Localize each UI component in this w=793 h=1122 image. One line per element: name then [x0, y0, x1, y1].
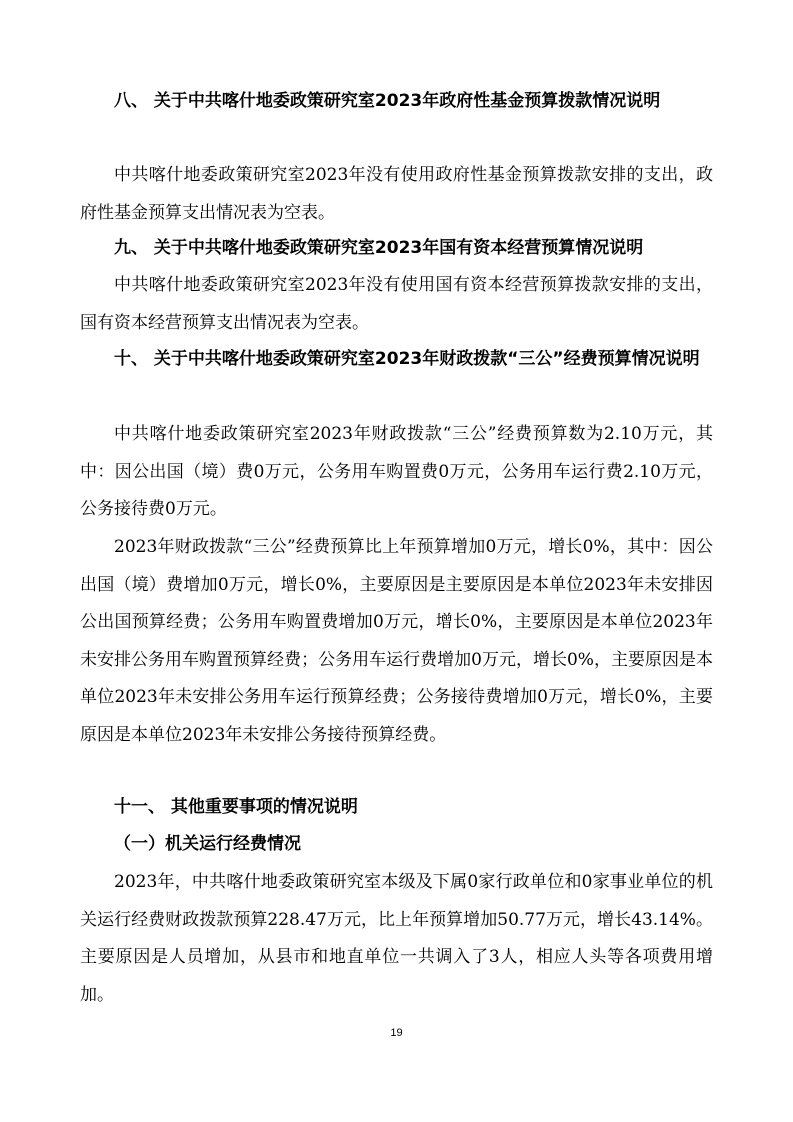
paragraph-three-public-change: 2023年财政拨款“三公”经费预算比上年预算增加0万元，增长0%，其中：因公出国（境）费增加0万元，增长0%，主要原因是主要原因是本单位2023年未安排因公出国预算经费；公务用车购置费增加0万元，增长0%，主要原因是本单位2023年未安排公务用车购置预算经费；公务用车运行费增加0万元，增长0%，主要原因是本单位2023年未安排公务用车运行预算经费；公务接待费增加0万元，增长0%，主要原因是本单位2023年未安排公务接待预算经费。 [80, 537, 713, 745]
subsection-heading-operating-costs: （一）机关运行经费情况 [114, 834, 301, 854]
section-heading-11: 十一、 其他重要事项的情况说明 [114, 797, 358, 817]
section-heading-8: 八、 关于中共喀什地委政策研究室2023年政府性基金预算拨款情况说明 [114, 91, 661, 111]
section-heading-10: 十、 关于中共喀什地委政策研究室2023年财政拨款“三公”经费预算情况说明 [114, 349, 700, 369]
paragraph-operating-costs: 2023年，中共喀什地委政策研究室本级及下属0家行政单位和0家事业单位的机关运行经费财政拨款预算228.47万元，比上年预算增加50.77万元，增长43.14%。主要原因是人员增加，从县市和地直单位一共调入了3人，相应人头等各项费用增加。 [80, 872, 713, 1005]
section-heading-9: 九、 关于中共喀什地委政策研究室2023年国有资本经营预算情况说明 [114, 238, 644, 258]
paragraph-three-public-budget: 中共喀什地委政策研究室2023年财政拨款“三公”经费预算数为2.10万元，其中：因公出国（境）费0万元，公务用车购置费0万元，公务用车运行费2.10万元，公务接待费0万元。 [80, 424, 713, 519]
paragraph-government-fund: 中共喀什地委政策研究室2023年没有使用政府性基金预算拨款安排的支出，政府性基金预算支出情况表为空表。 [80, 165, 713, 223]
paragraph-state-capital: 中共喀什地委政策研究室2023年没有使用国有资本经营预算拨款安排的支出，国有资本经营预算支出情况表为空表。 [80, 275, 713, 333]
page-number: 19 [390, 1027, 403, 1039]
